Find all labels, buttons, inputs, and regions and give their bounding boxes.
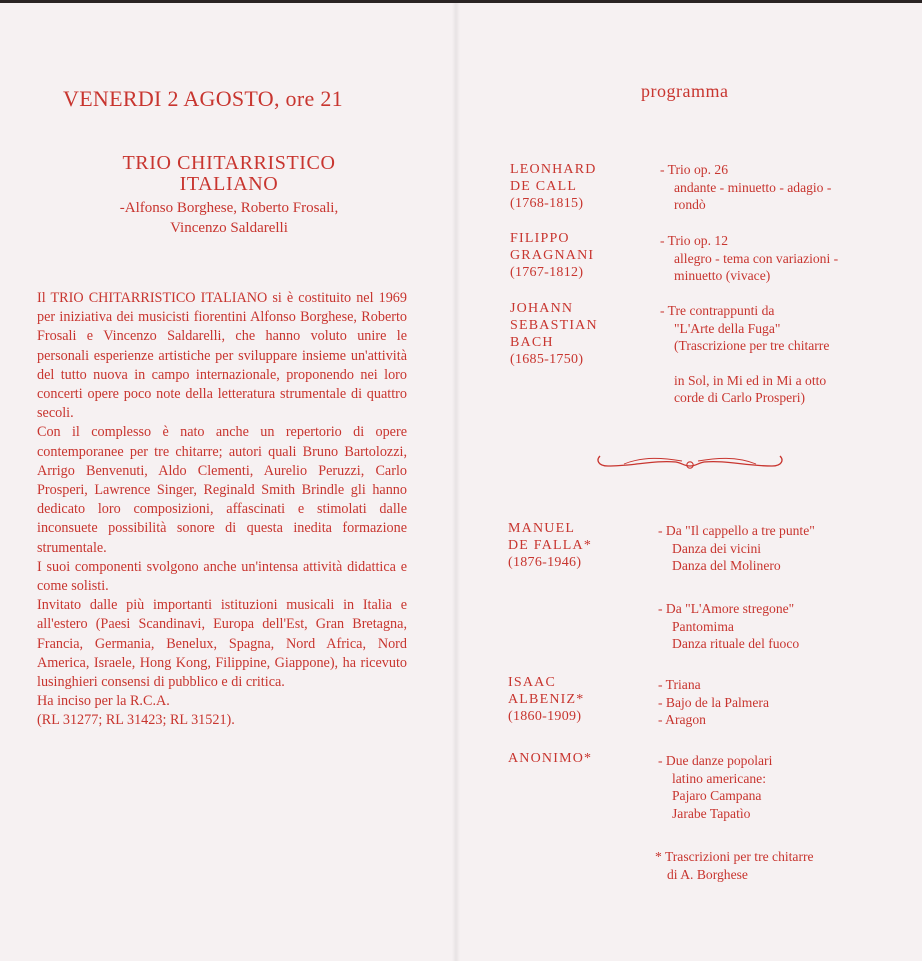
programme-title: programma bbox=[641, 81, 729, 101]
composer-name: BACH bbox=[510, 335, 554, 350]
composer-name: MANUEL bbox=[508, 521, 576, 536]
composer-name: DE FALLA* bbox=[508, 538, 593, 553]
work-line: Pajaro Campana bbox=[672, 788, 762, 804]
footnote-line: * Trascrizioni per tre chitarre bbox=[655, 849, 814, 864]
members-line2: Vincenzo Saldarelli bbox=[170, 220, 288, 236]
work-line: allegro - tema con variazioni - bbox=[674, 250, 839, 266]
ensemble-members bbox=[40, 198, 418, 238]
transcription-footnote bbox=[655, 848, 814, 883]
works-bach bbox=[660, 302, 829, 407]
footnote-line: di A. Borghese bbox=[667, 866, 748, 882]
composer-name: FILIPPO bbox=[510, 231, 570, 246]
work-line: andante - minuetto - adagio - bbox=[674, 179, 832, 195]
scroll-flourish-icon bbox=[594, 450, 786, 476]
works-albeniz bbox=[658, 676, 769, 729]
composer-name: SEBASTIAN bbox=[510, 318, 598, 333]
bio-paragraph: Con il complesso è nato anche un repertorio di opere contemporanee per tre chitarre; autori quali Bruno Bartolozzi, Arrigo Benvenuti, Aldo Clementi, Aurelio Peruzzi, Carlo Prosperi, Lawrence Singer, Reginald Smith Brindle gli hanno dedicato loro composizioni, affascinati e stimolati dalle inconsuete possibilità sonore di questa inedita formazione strumentale. bbox=[37, 424, 407, 556]
bio-paragraph: Ha inciso per la R.C.A. bbox=[37, 693, 170, 710]
composer-years: (1876-1946) bbox=[508, 555, 582, 570]
work-line: - Trio op. 26 bbox=[660, 162, 728, 177]
work-line: corde di Carlo Prosperi) bbox=[674, 390, 805, 406]
works-de-falla-2 bbox=[658, 600, 799, 653]
composer-name: ISAAC bbox=[508, 675, 557, 690]
work-line: in Sol, in Mi ed in Mi a otto bbox=[674, 372, 827, 388]
ensemble-name-line2: ITALIANO bbox=[179, 173, 279, 195]
composer-years: (1767-1812) bbox=[510, 265, 584, 280]
composer-years: (1768-1815) bbox=[510, 196, 584, 211]
composer-name: LEONHARD bbox=[510, 162, 597, 177]
works-de-call bbox=[660, 161, 831, 214]
bio-paragraph: I suoi componenti svolgono anche un'intensa attività didattica e come solisti. bbox=[37, 558, 407, 595]
work-line: minuetto (vivace) bbox=[674, 268, 771, 284]
work-line: - Aragon bbox=[658, 712, 706, 728]
work-line: - Due danze popolari bbox=[658, 753, 773, 768]
work-line: Pantomima bbox=[672, 618, 734, 634]
composer-name: GRAGNANI bbox=[510, 248, 595, 263]
works-gragnani bbox=[660, 232, 838, 285]
composer-bach bbox=[510, 300, 598, 368]
work-line: - Triana bbox=[658, 677, 701, 692]
work-line: Danza del Molinero bbox=[672, 558, 781, 574]
composer-years: (1685-1750) bbox=[510, 352, 584, 367]
work-line: - Trio op. 12 bbox=[660, 233, 728, 248]
composer-name: ANONIMO* bbox=[508, 751, 593, 766]
ensemble-name-line1: TRIO CHITARRISTICO bbox=[122, 152, 336, 174]
work-line: "L'Arte della Fuga" bbox=[674, 320, 781, 336]
members-line1: -Alfonso Borghese, Roberto Frosali, bbox=[119, 200, 339, 216]
work-line: (Trascrizione per tre chitarre bbox=[674, 338, 830, 354]
right-page bbox=[460, 3, 922, 961]
work-line: - Da "Il cappello a tre punte" bbox=[658, 523, 815, 538]
composer-gragnani bbox=[510, 230, 594, 281]
concert-date: VENERDI 2 AGOSTO, ore 21 bbox=[63, 86, 343, 111]
work-line: - Da "L'Amore stregone" bbox=[658, 601, 795, 616]
work-line: latino americane: bbox=[672, 770, 766, 786]
work-line: Danza rituale del fuoco bbox=[672, 636, 800, 652]
work-line: - Tre contrappunti da bbox=[660, 303, 775, 318]
ensemble-biography bbox=[37, 289, 407, 731]
composer-albeniz bbox=[508, 674, 584, 725]
composer-anonimo bbox=[508, 750, 592, 767]
composer-name: JOHANN bbox=[510, 301, 574, 316]
bio-paragraph: Invitato dalle più importanti istituzioni musicali in Italia e all'estero (Paesi Scandinavi, Europa dell'Est, Gran Bretagna, Francia, Germania, Benelux, Spagna, Nord Africa, Nord America, Israele, Hong Kong, Filippine, Giappone), ha ricevuto lusinghieri consensi di pubblico e di critica. bbox=[37, 597, 407, 691]
bio-paragraph: (RL 31277; RL 31423; RL 31521). bbox=[37, 712, 235, 729]
composer-name: DE CALL bbox=[510, 179, 578, 194]
works-de-falla-1 bbox=[658, 522, 815, 575]
composer-years: (1860-1909) bbox=[508, 709, 582, 724]
work-line: Danza dei vicini bbox=[672, 540, 762, 556]
work-line: Jarabe Tapatìo bbox=[672, 805, 751, 821]
composer-de-call bbox=[510, 161, 597, 212]
composer-de-falla bbox=[508, 520, 592, 571]
bio-paragraph: Il TRIO CHITARRISTICO ITALIANO si è costituito nel 1969 per iniziativa dei musicisti fiorentini Alfonso Borghese, Roberto Frosali e Vincenzo Saldarelli, che hanno voluto unire le personali esperienze artistiche per sviluppare insieme un'attività del tutto nuova in campo internazionale, proponendo nei loro concerti opere poco note della letteratura strumentale di quattro secoli. bbox=[37, 290, 407, 422]
left-page bbox=[0, 3, 455, 961]
works-anonimo bbox=[658, 752, 772, 822]
ensemble-heading bbox=[40, 153, 418, 238]
work-line: - Bajo de la Palmera bbox=[658, 694, 769, 710]
composer-name: ALBENIZ* bbox=[508, 692, 585, 707]
work-line: rondò bbox=[674, 197, 706, 213]
